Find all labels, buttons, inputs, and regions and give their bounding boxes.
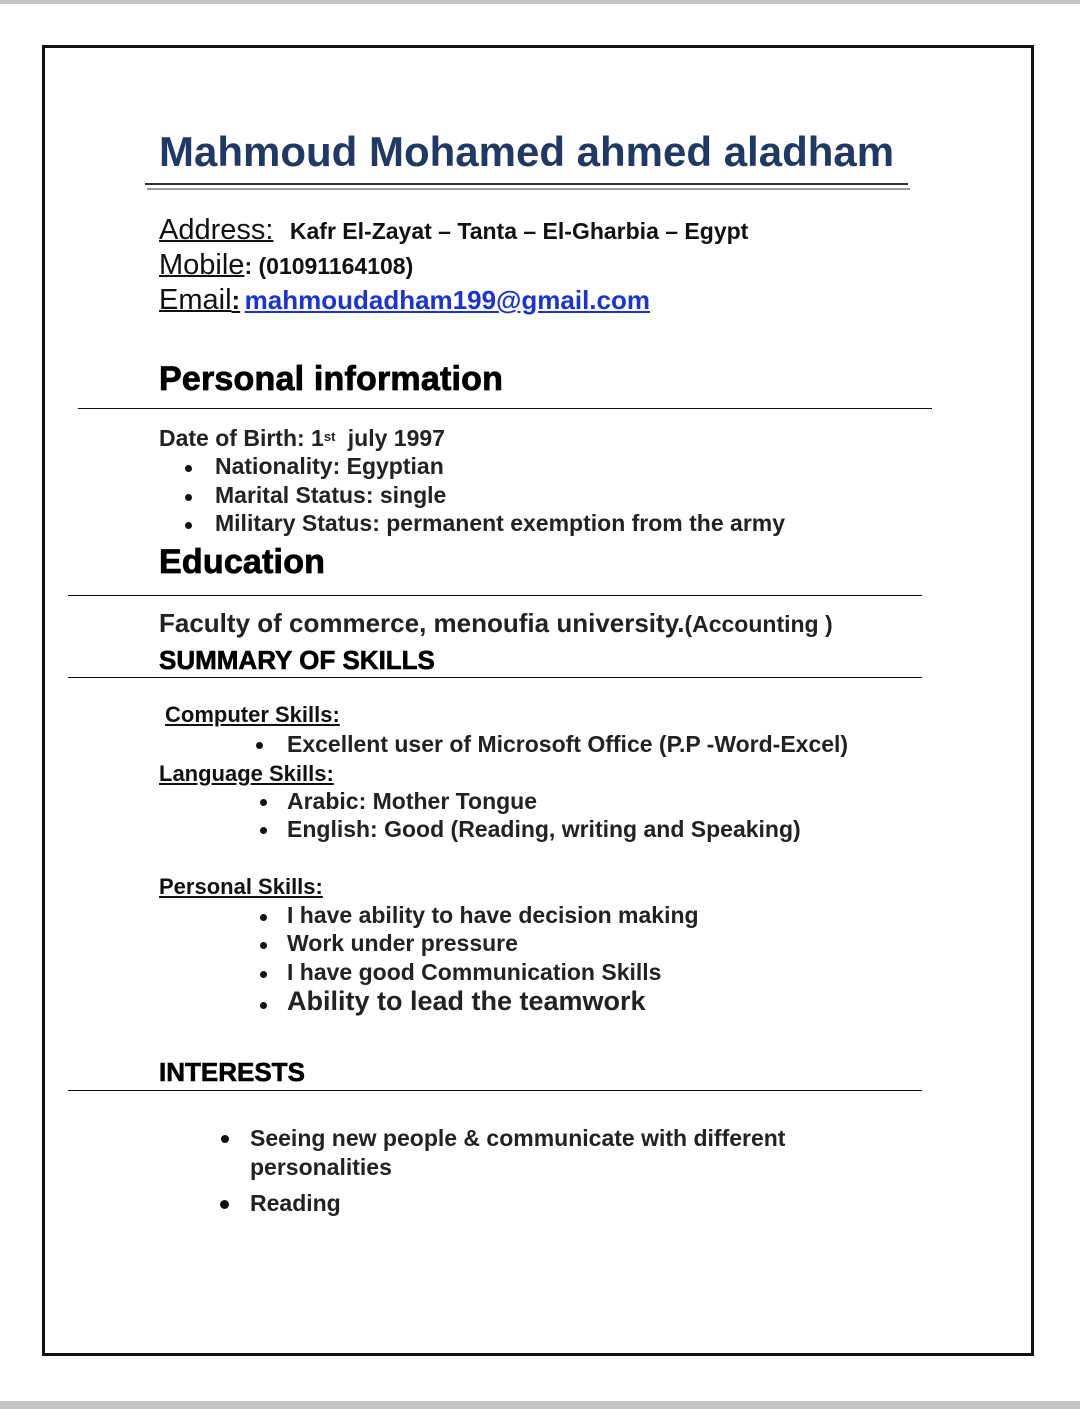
interests-heading: INTERESTS: [159, 1057, 305, 1087]
list-item: Nationality: Egyptian: [215, 453, 444, 479]
skills-heading: SUMMARY OF SKILLS: [159, 645, 435, 675]
bullet-icon: [260, 971, 267, 978]
dob-superscript: st: [323, 429, 336, 444]
bullet-icon: [260, 914, 267, 921]
email-link[interactable]: mahmoudadham199@gmail.com: [244, 285, 650, 315]
mobile-label: Mobile: [159, 249, 245, 281]
computer-skills-label: Computer Skills:: [165, 702, 340, 727]
address-value: Kafr El-Zayat – Tanta – El-Gharbia – Egypt: [289, 218, 749, 244]
address-row: [159, 214, 748, 247]
list-item: Ability to lead the teamwork: [287, 986, 646, 1016]
list-item: Arabic: Mother Tongue: [287, 788, 538, 814]
name-underline-shadow: [147, 188, 910, 190]
education-line: [159, 608, 833, 639]
bullet-icon: [221, 1135, 229, 1143]
education-text: Faculty of commerce, menoufia university.: [159, 608, 685, 638]
bullet-icon: [220, 1200, 229, 1209]
interests-rule: [68, 1090, 922, 1091]
bullet-icon: [260, 1002, 267, 1009]
education-heading: Education: [159, 543, 326, 581]
list-item: Seeing new people & communicate with different: [250, 1125, 786, 1151]
bullet-icon: [185, 494, 192, 501]
email-separator: :: [231, 285, 241, 315]
personal-skills-label: Personal Skills:: [159, 874, 323, 899]
skills-rule: [68, 677, 922, 678]
bottom-edge: [0, 1401, 1080, 1409]
bullet-icon: [185, 465, 192, 472]
list-item: I have good Communication Skills: [287, 959, 662, 985]
list-item: Work under pressure: [287, 930, 518, 956]
name-underline: [145, 183, 908, 185]
bullet-icon: [260, 942, 267, 949]
email-row: [159, 284, 650, 317]
list-item: Military Status: permanent exemption from the army: [215, 510, 786, 536]
bullet-icon: [256, 742, 263, 749]
education-detail: (Accounting ): [684, 611, 833, 637]
list-item: Reading: [250, 1190, 341, 1216]
bullet-icon: [260, 827, 267, 834]
education-rule: [68, 595, 922, 596]
list-item-continuation: personalities: [250, 1154, 392, 1180]
list-item: Excellent user of Microsoft Office (P.P -Word-Excel): [287, 731, 849, 757]
list-item: I have ability to have decision making: [287, 902, 699, 928]
dob-suffix: july 1997: [347, 425, 445, 451]
mobile-value: : (01091164108): [244, 253, 414, 279]
list-item: Marital Status: single: [215, 482, 447, 508]
personal-info-rule: [78, 408, 932, 409]
cv-name: Mahmoud Mohamed ahmed aladham: [159, 128, 895, 175]
language-skills-label: Language Skills:: [159, 761, 334, 786]
bullet-icon: [260, 799, 267, 806]
date-of-birth: [159, 425, 445, 452]
dob-prefix: Date of Birth: 1: [159, 425, 324, 451]
personal-info-heading: Personal information: [159, 360, 504, 398]
email-label: Email: [159, 284, 232, 316]
bullet-icon: [185, 522, 192, 529]
list-item: English: Good (Reading, writing and Speaking): [287, 816, 801, 842]
top-edge: [0, 0, 1080, 4]
mobile-row: [159, 249, 413, 282]
address-label: Address:: [159, 214, 274, 246]
